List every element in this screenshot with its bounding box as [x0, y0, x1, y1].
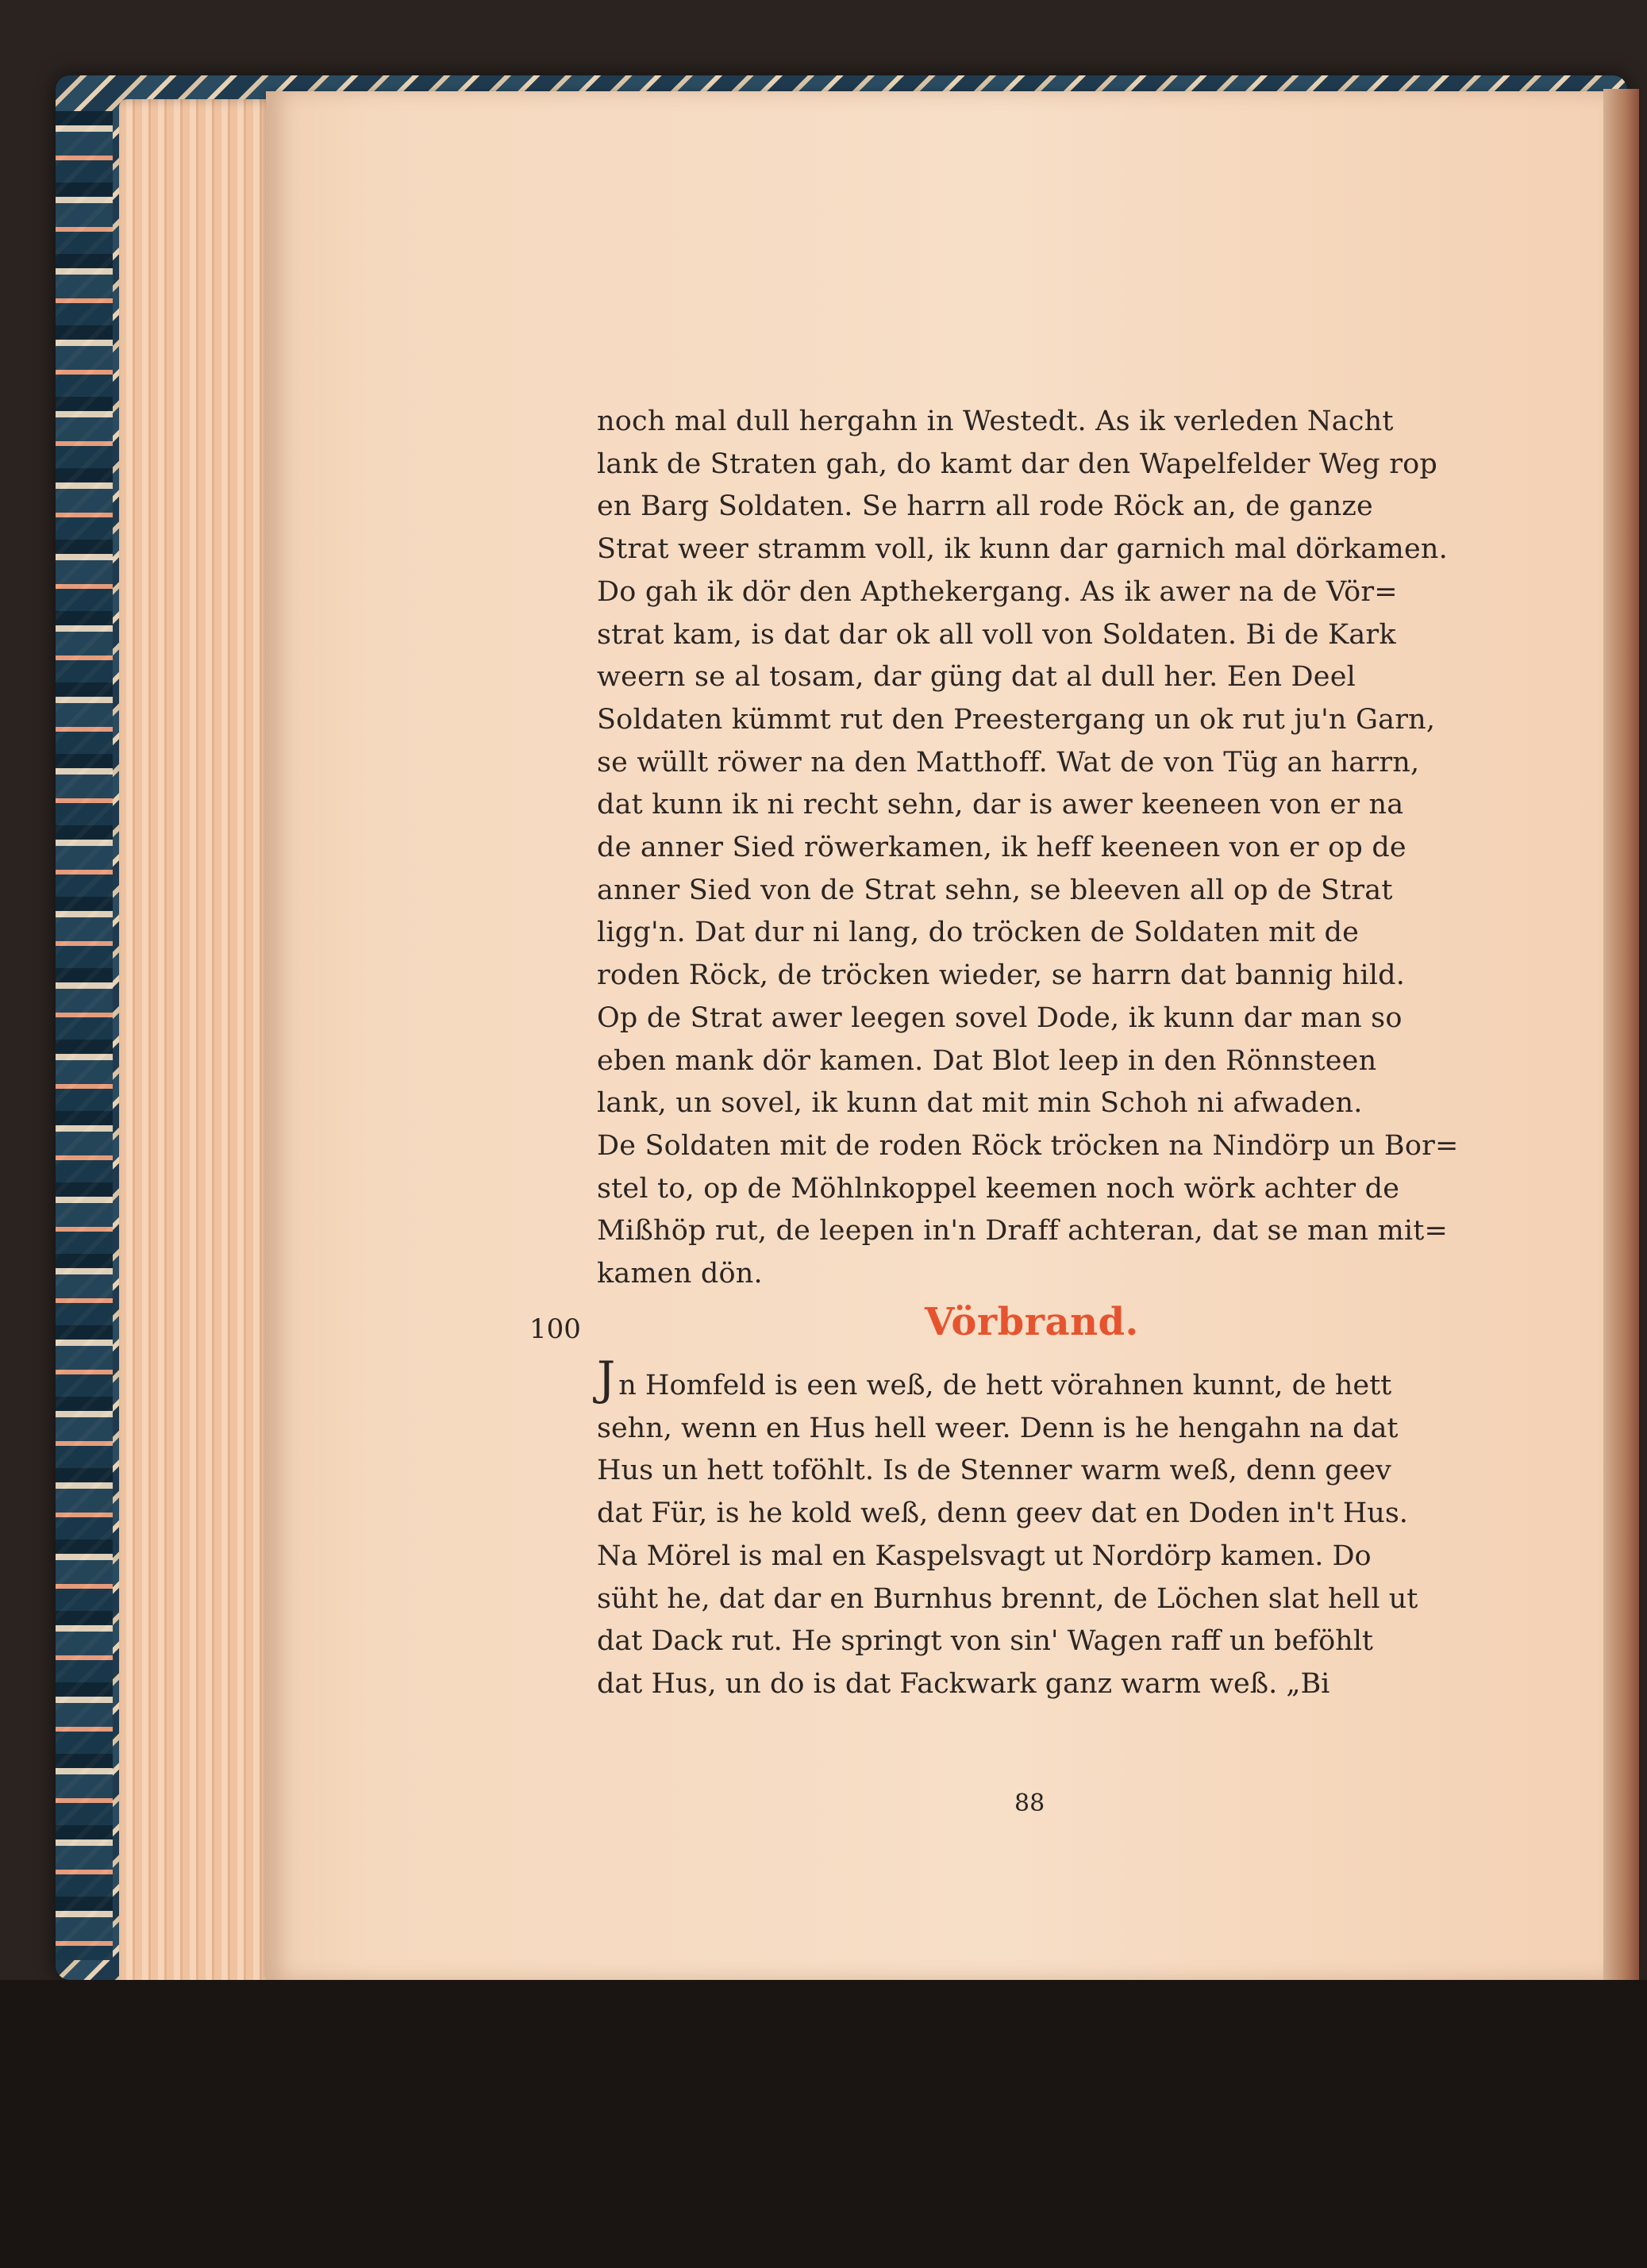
text-line-4: Strat weer stramm voll, ik kunn dar garnich mal dörkamen.	[597, 533, 1448, 566]
text-line-12: anner Sied von de Strat sehn, se bleeven all op de Strat	[597, 874, 1393, 906]
decorative-cover-pattern	[56, 111, 113, 1960]
section-text-block	[597, 1351, 1470, 1706]
text-line-8: Soldaten kümmt rut den Preestergang un ok rut ju'n Garn,	[597, 703, 1436, 736]
section-line-4: dat Für, is he kold weß, denn geev dat en Doden in't Hus.	[597, 1497, 1408, 1530]
text-line-20: Mißhöp rut, de leepen in'n Draff achteran, dat se man mit=	[597, 1215, 1449, 1247]
text-line-11: de anner Sied röwerkamen, ik heff keeneen von er op de	[597, 832, 1406, 864]
section-heading: Vörbrand.	[925, 1300, 1139, 1344]
text-line-16: eben mank dör kamen. Dat Blot leep in den Rönnsteen	[597, 1044, 1377, 1077]
text-line-10: dat kunn ik ni recht sehn, dar is awer keeneen von er na	[597, 789, 1404, 821]
book-right-edge	[1603, 89, 1639, 1982]
page-number: 88	[1014, 1789, 1045, 1817]
margin-number: 100	[529, 1313, 581, 1345]
text-line-7: weern se al tosam, dar güng dat al dull her. Een Deel	[597, 661, 1356, 694]
section-line-6: süht he, dat dar en Burnhus brennt, de Löchen slat hell ut	[597, 1582, 1418, 1615]
bottom-background	[0, 1980, 1647, 2268]
section-line-8: dat Hus, un do is dat Fackwark ganz warm weß. „Bi	[597, 1667, 1330, 1700]
text-line-13: ligg'n. Dat dur ni lang, do tröcken de Soldaten mit de	[597, 917, 1360, 949]
text-line-18: De Soldaten mit de roden Röck tröcken na Nindörp un Bor=	[597, 1129, 1459, 1162]
text-line-5: Do gah ik dör den Apthekergang. As ik awer na de Vör=	[597, 575, 1398, 608]
section-line-2: sehn, wenn en Hus hell weer. Denn is he hengahn na dat	[597, 1412, 1399, 1444]
drop-cap: J	[597, 1351, 616, 1405]
section-line-3: Hus un hett toföhlt. Is de Stenner warm weß, denn geev	[597, 1455, 1391, 1487]
text-line-9: se wüllt röwer na den Matthoff. Wat de von Tüg an harrn,	[597, 746, 1420, 778]
section-line-5: Na Mörel is mal en Kaspelsvagt ut Nordörp kamen. Do	[597, 1540, 1372, 1572]
text-line-19: stel to, op de Möhlnkoppel keemen noch wörk achter de	[597, 1172, 1400, 1205]
main-text-block	[597, 401, 1470, 1296]
text-line-1: noch mal dull hergahn in Westedt. As ik verleden Nacht	[597, 406, 1394, 437]
text-line-3: en Barg Soldaten. Se harrn all rode Röck an, de ganze	[597, 490, 1373, 523]
text-line-14: roden Röck, de tröcken wieder, se harrn dat bannig hild.	[597, 959, 1406, 992]
section-line-7: dat Dack rut. He springt von sin' Wagen raff un beföhlt	[597, 1625, 1373, 1658]
text-line-17: lank, un sovel, ik kunn dat mit min Schoh ni afwaden.	[597, 1087, 1363, 1120]
text-line-15: Op de Strat awer leegen sovel Dode, ik kunn dar man so	[597, 1001, 1403, 1034]
page-stack-edge	[119, 99, 286, 1992]
section-line-1-text: n Homfeld is een weß, de hett vörahnen kunnt, de hett	[618, 1370, 1392, 1401]
section-line-1	[597, 1351, 1470, 1408]
text-line-21: kamen dön.	[597, 1258, 763, 1290]
text-line-2: lank de Straten gah, do kamt dar den Wapelfelder Weg rop	[597, 448, 1438, 480]
text-line-6: strat kam, is dat dar ok all voll von Soldaten. Bi de Kark	[597, 618, 1396, 651]
